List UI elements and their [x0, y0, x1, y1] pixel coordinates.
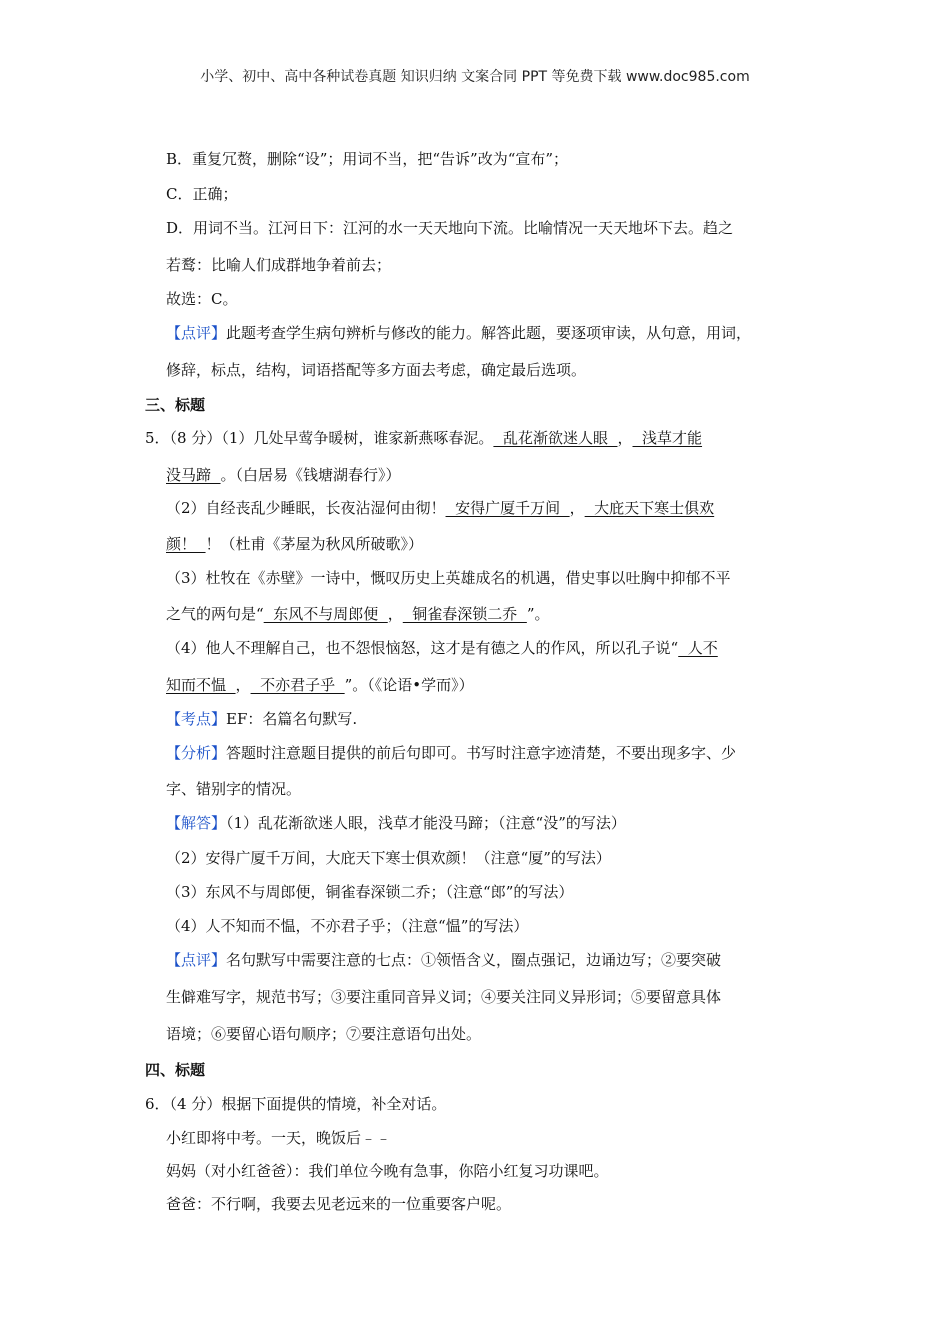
- page-watermark: 小学、初中、高中各种试卷真题 知识归纳 文案合同 PPT 等免费下载 www.doc985.com: [200, 69, 750, 85]
- q5-stem: 5．（8 分）（1）几处早莺争暖树，谁家新燕啄春泥。: [145, 429, 494, 447]
- dianping-line3: 语境；⑥要留心语句顺序；⑦要注意语句出处。: [166, 1025, 482, 1043]
- answer-blank: 浅草才能: [632, 429, 703, 447]
- q5-line1: [145, 427, 702, 448]
- answer-choice: 故选：C。: [166, 290, 238, 308]
- jieda-line2: （2）安得广厦千万间，大庇天下寒士俱欢颜！（注意“厦”的写法）: [166, 849, 611, 867]
- option-c: C．正确；: [166, 185, 238, 203]
- q5-line6: [166, 603, 550, 624]
- q5-line7: [166, 637, 718, 658]
- answer-blank: 知而不愠: [166, 676, 236, 694]
- q5-stem: （2）自经丧乱少睡眠，长夜沾湿何由彻！: [166, 499, 446, 517]
- answer-blank: 大庇天下寒士俱欢: [584, 499, 715, 517]
- q5-stem: 之气的两句是“: [166, 605, 264, 623]
- answer-blank: 乱花渐欲迷人眼: [493, 429, 618, 447]
- fenxi-line2: 字、错别字的情况。: [166, 780, 302, 798]
- jieda-tag: 【解答】: [166, 814, 227, 832]
- jieda-text: （1）乱花渐欲迷人眼，浅草才能没马蹄；（注意“没”的写法）: [226, 814, 626, 832]
- answer-blank: 铜雀春深锁二乔: [402, 605, 527, 623]
- dianping-line1: [166, 949, 721, 970]
- q5-line3: [166, 497, 714, 518]
- separator: ，: [235, 676, 251, 694]
- dianping-line2: 生僻难写字，规范书写；③要注重同音异义词；④要关注同义异形词；⑤要留意具体: [166, 988, 722, 1006]
- comment-line2: 修辞，标点，结构，词语搭配等多方面去考虑，确定最后选项。: [166, 361, 587, 379]
- fenxi-text: 答题时注意题目提供的前后句即可。书写时注意字迹清楚，不要出现多字、少: [226, 744, 737, 762]
- kaodian-line: [166, 708, 357, 729]
- q6-line2: 小红即将中考。一天，晚饭后﹣﹣: [166, 1129, 392, 1147]
- q5-line2: [166, 464, 401, 485]
- answer-blank: 没马蹄: [166, 466, 221, 484]
- jieda-line4: （4）人不知而不愠，不亦君子乎；（注意“愠”的写法）: [166, 917, 529, 935]
- source-text: 。（白居易《钱塘湖春行》）: [220, 466, 401, 484]
- comment-line1: [166, 322, 751, 343]
- dianping-text: 名句默写中需要注意的七点：①领悟含义，圈点强记，边诵边写；②要突破: [226, 951, 722, 969]
- q5-line8: [166, 674, 474, 695]
- option-d-line2: 若鹜：比喻人们成群地争着前去；: [166, 256, 392, 274]
- q5-line5: （3）杜牧在《赤壁》一诗中，慨叹历史上英雄成名的机遇，借史事以吐胸中抑郁不平: [166, 569, 731, 587]
- option-d-line1: D．用词不当。江河日下：江河的水一天天地向下流。比喻情况一天天地坏下去。趋之: [166, 219, 734, 237]
- fenxi-line1: [166, 742, 736, 763]
- separator: ，: [617, 429, 633, 447]
- jieda-line3: （3）东风不与周郎便，铜雀春深锁二乔；（注意“郎”的写法）: [166, 883, 574, 901]
- jieda-line1: [166, 812, 626, 833]
- q6-line1: 6．（4 分）根据下面提供的情境，补全对话。: [145, 1095, 447, 1113]
- kaodian-text: EF：名篇名句默写.: [226, 710, 358, 728]
- answer-blank: 不亦君子乎: [250, 676, 345, 694]
- source-text: ”。（《论语•学而》）: [344, 676, 474, 694]
- fenxi-tag: 【分析】: [166, 744, 227, 762]
- q5-line4: [166, 533, 423, 554]
- q6-line3: 妈妈（对小红爸爸）：我们单位今晚有急事，你陪小红复习功课吧。: [166, 1162, 609, 1180]
- answer-blank: 东风不与周郎便: [263, 605, 388, 623]
- section-four-title: 四、标题: [145, 1061, 206, 1079]
- answer-blank: 安得广厦千万间: [445, 499, 570, 517]
- q6-line4: 爸爸：不行啊，我要去见老远来的一位重要客户呢。: [166, 1195, 512, 1213]
- separator: ，: [569, 499, 585, 517]
- answer-blank: 人不: [678, 639, 718, 657]
- q5-stem: （4）他人不理解自己，也不怨恨恼怒，这才是有德之人的作风，所以孔子说“: [166, 639, 679, 657]
- option-b: B．重复冗赘，删除“设”；用词不当，把“告诉”改为“宣布”；: [166, 150, 569, 168]
- kaodian-tag: 【考点】: [166, 710, 227, 728]
- separator: ，: [387, 605, 403, 623]
- section-three-title: 三、标题: [145, 396, 206, 414]
- comment-tag: 【点评】: [166, 324, 227, 342]
- dianping-tag: 【点评】: [166, 951, 227, 969]
- answer-blank: 颜！: [166, 535, 206, 553]
- comment-text: 此题考查学生病句辨析与修改的能力。解答此题，要逐项审读，从句意，用词，: [226, 324, 752, 342]
- source-text: ”。: [526, 605, 550, 623]
- source-text: ！（杜甫《茅屋为秋风所破歌》）: [205, 535, 424, 553]
